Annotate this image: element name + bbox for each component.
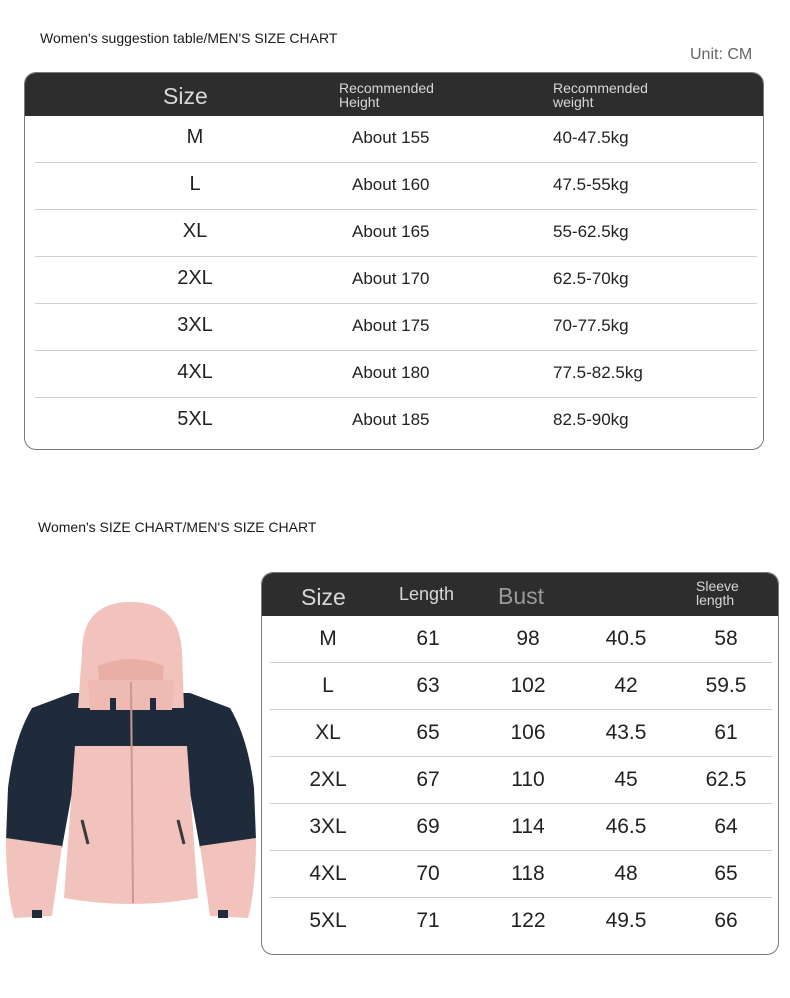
header-weight-line1: Recommended xyxy=(553,80,648,96)
cell-weight: 82.5-90kg xyxy=(553,410,629,429)
table-row xyxy=(35,210,757,257)
suggestion-table xyxy=(24,72,764,450)
header-recommended-weight xyxy=(553,81,673,109)
cell-length: 61 xyxy=(416,627,440,650)
cell-length: 70 xyxy=(416,862,440,885)
header-sleeve-line2: length xyxy=(696,592,735,608)
cell-size: M xyxy=(319,627,337,650)
cell-size: XL xyxy=(315,721,341,744)
cell-weight: 77.5-82.5kg xyxy=(553,363,643,382)
cell-sleeve: 66 xyxy=(714,909,738,932)
table-row xyxy=(270,710,772,757)
cell-sleeve: 61 xyxy=(714,721,738,744)
cell-height: About 185 xyxy=(352,410,430,429)
cell-sleeve: 59.5 xyxy=(705,674,747,697)
cell-length: 71 xyxy=(416,909,440,932)
cell-size: L xyxy=(189,173,201,195)
cell-weight: 62.5-70kg xyxy=(553,269,629,288)
table-row xyxy=(270,663,772,710)
table-row xyxy=(270,757,772,804)
cell-sleeve: 58 xyxy=(714,627,738,650)
size-chart-caption: Women's SIZE CHART/MEN'S SIZE CHART xyxy=(38,519,317,535)
cell-size: L xyxy=(322,674,334,697)
table-row xyxy=(270,851,772,898)
cell-length: 67 xyxy=(416,768,440,791)
header-bust: Bust xyxy=(498,583,545,609)
cell-size: XL xyxy=(182,220,208,242)
cell-sleeve: 62.5 xyxy=(705,768,747,791)
cell-col4: 42 xyxy=(614,674,638,697)
cell-weight: 55-62.5kg xyxy=(553,222,629,241)
size-chart-table xyxy=(261,572,779,955)
jacket-image xyxy=(2,598,260,926)
cell-size: 5XL xyxy=(177,408,213,430)
header-length: Length xyxy=(399,584,455,604)
cell-bust: 114 xyxy=(511,815,545,838)
cell-height: About 180 xyxy=(352,363,430,382)
unit-label: Unit: CM xyxy=(690,46,753,63)
header-weight-line2: weight xyxy=(553,94,594,110)
cell-col4: 43.5 xyxy=(605,721,647,744)
cell-bust: 118 xyxy=(511,862,545,885)
cell-sleeve: 64 xyxy=(714,815,738,838)
cell-bust: 122 xyxy=(510,909,546,932)
cell-col4: 49.5 xyxy=(605,909,647,932)
cell-length: 63 xyxy=(416,674,440,697)
suggestion-table-header xyxy=(25,73,763,116)
table-row xyxy=(270,898,772,945)
cell-length: 65 xyxy=(416,721,440,744)
cell-height: About 155 xyxy=(352,128,430,147)
cell-size: 4XL xyxy=(309,862,347,885)
cell-bust: 110 xyxy=(511,768,545,791)
cell-height: About 170 xyxy=(352,269,430,288)
cell-size: 2XL xyxy=(177,267,213,289)
cell-size: M xyxy=(186,126,204,148)
cell-length: 69 xyxy=(416,815,440,838)
table-row xyxy=(270,804,772,851)
cell-col4: 40.5 xyxy=(605,627,647,650)
table-row xyxy=(35,398,757,445)
cell-height: About 160 xyxy=(352,175,430,194)
cell-size: 2XL xyxy=(309,768,347,791)
header-height-line2: Height xyxy=(339,94,380,110)
header-height-line1: Recommended xyxy=(339,80,434,96)
suggestion-table-caption: Women's suggestion table/MEN'S SIZE CHART xyxy=(40,30,338,46)
header-sleeve-length xyxy=(696,579,766,607)
cell-weight: 40-47.5kg xyxy=(553,128,629,147)
header-sleeve-line1: Sleeve xyxy=(696,578,739,594)
cell-height: About 165 xyxy=(352,222,430,241)
cell-height: About 175 xyxy=(352,316,430,335)
table-row xyxy=(35,304,757,351)
cell-col4: 46.5 xyxy=(605,815,647,838)
table-row xyxy=(35,351,757,398)
cell-bust: 98 xyxy=(516,627,540,650)
size-chart-header xyxy=(262,573,778,616)
cell-bust: 106 xyxy=(510,721,546,744)
cell-sleeve: 65 xyxy=(714,862,738,885)
cell-size: 3XL xyxy=(309,815,347,838)
cell-size: 4XL xyxy=(177,361,213,383)
header-recommended-height xyxy=(339,81,459,109)
table-row xyxy=(35,163,757,210)
table-row xyxy=(35,116,757,163)
header-size: Size xyxy=(163,83,208,109)
cell-weight: 70-77.5kg xyxy=(553,316,629,335)
cell-col4: 48 xyxy=(614,862,638,885)
cell-bust: 102 xyxy=(510,674,546,697)
cell-col4: 45 xyxy=(614,768,638,791)
header-size: Size xyxy=(301,584,346,610)
table-row xyxy=(35,257,757,304)
cell-size: 3XL xyxy=(177,314,213,336)
cell-weight: 47.5-55kg xyxy=(553,175,629,194)
table-row xyxy=(270,616,772,663)
cell-size: 5XL xyxy=(309,909,347,932)
